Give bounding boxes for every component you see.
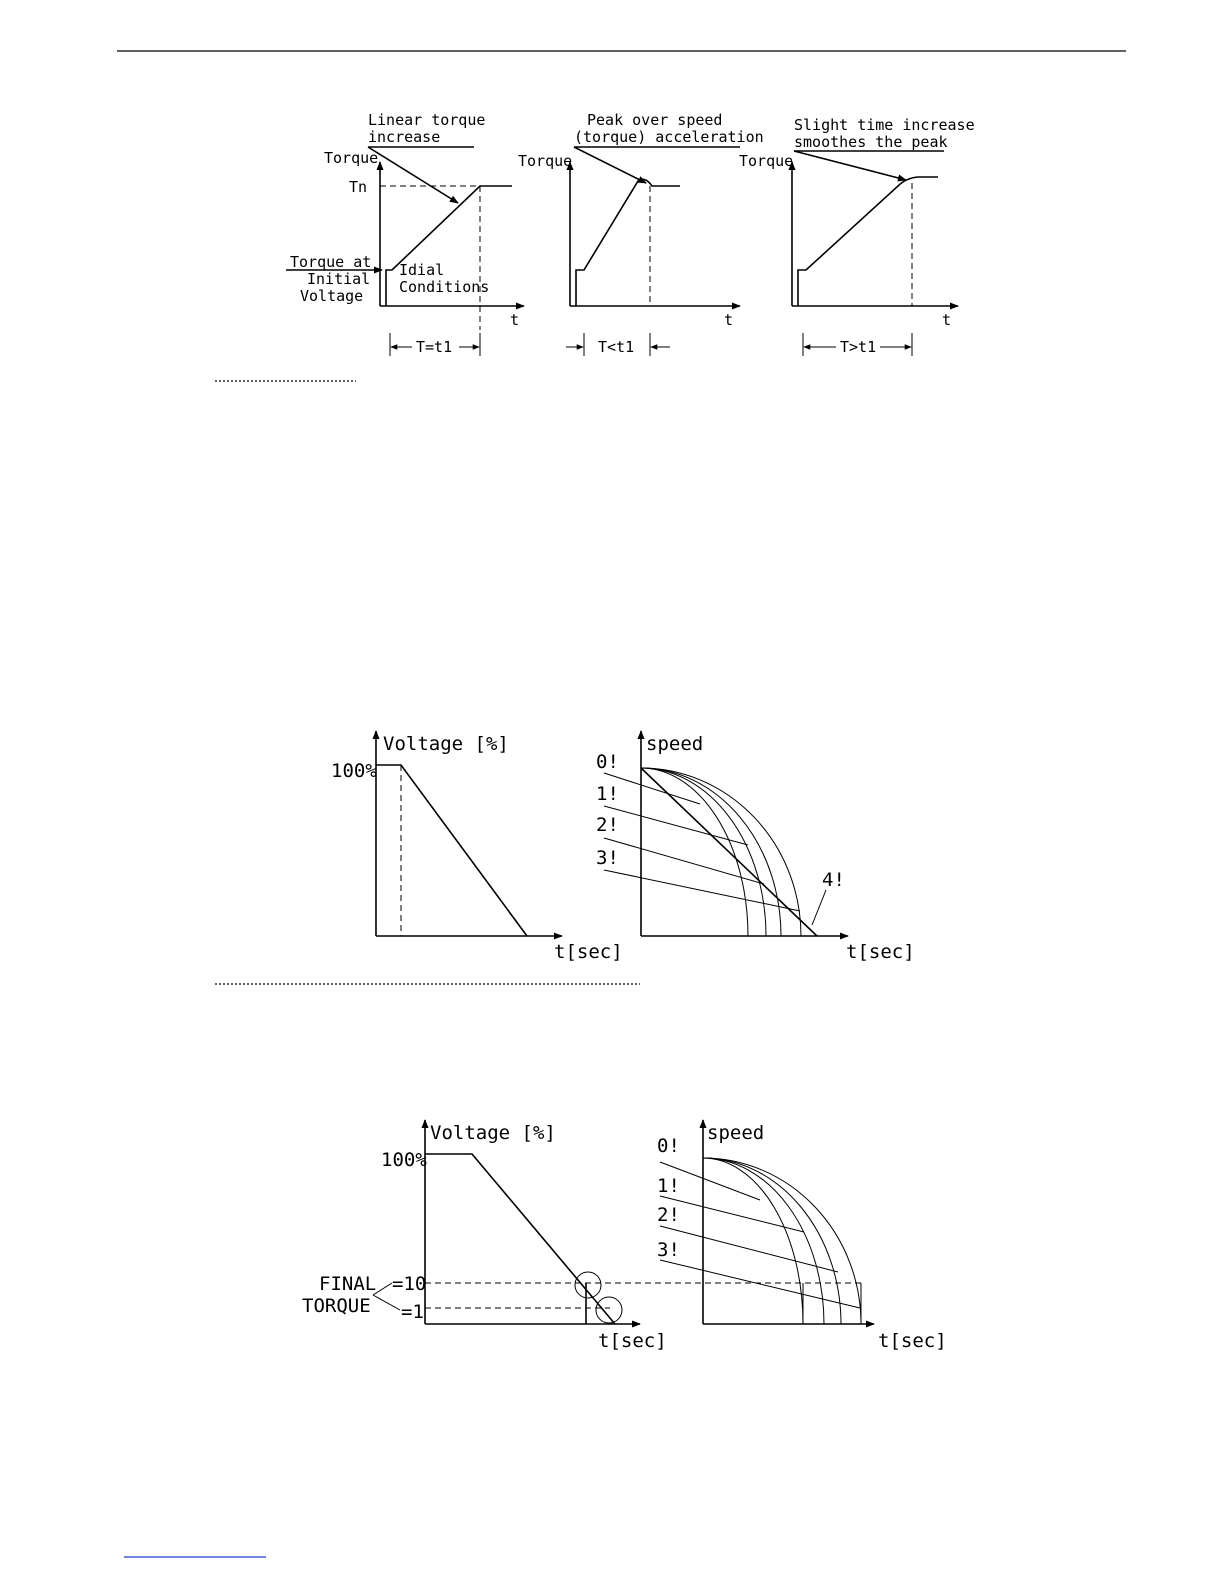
span-label: T=t1 — [416, 338, 453, 356]
torque-diagram-linear — [286, 111, 524, 356]
diagram-title-line-1: Peak over speed — [587, 111, 723, 129]
pointer-arrow — [368, 147, 458, 203]
curve-label-1: 1! — [596, 783, 619, 805]
cutoff-circle-10 — [575, 1272, 601, 1298]
curve-label-0: 0! — [596, 751, 619, 773]
y-axis-label: speed — [646, 733, 704, 755]
curve-label-1: 1! — [657, 1175, 680, 1197]
speed-decel-final-chart — [657, 1120, 947, 1352]
pointer-arrow — [574, 147, 646, 183]
y-axis-label: Voltage [%] — [383, 733, 509, 755]
torque-diagram-peak — [518, 111, 764, 356]
diagram-title-line-1: Linear torque — [368, 111, 486, 129]
brace-lower — [373, 1295, 400, 1310]
diagram-title-line-2: (torque) acceleration — [574, 128, 764, 146]
curve-label-2: 2! — [657, 1204, 680, 1226]
diagram-title-line-1: Slight time increase — [794, 116, 975, 134]
x-axis-label: t[sec] — [878, 1330, 947, 1352]
curve-label-3: 3! — [657, 1239, 680, 1261]
speed-decel-chart — [596, 731, 915, 963]
speed-curve-2 — [641, 768, 781, 936]
y-axis-label: Voltage [%] — [430, 1122, 556, 1144]
final-torque-line-1: FINAL — [319, 1273, 377, 1295]
leader-1 — [604, 806, 748, 845]
initial-label-line-3: Voltage — [300, 287, 364, 305]
y-axis-label: speed — [707, 1122, 765, 1144]
x-axis-label: t — [724, 311, 734, 329]
cutoff-circle-1 — [596, 1297, 622, 1323]
initial-label-line-1: Torque at — [290, 253, 372, 271]
torque-diagram-smooth — [739, 116, 975, 356]
final-torque-line-2: TORQUE — [302, 1295, 371, 1317]
x-axis-label: t — [510, 311, 520, 329]
curve-label-0: 0! — [657, 1135, 680, 1157]
diagram-title-line-2: increase — [368, 128, 441, 146]
pointer-arrow — [794, 151, 906, 180]
y-axis-label: Torque — [739, 152, 794, 170]
voltage-ramp-final-torque-chart — [302, 1120, 862, 1352]
voltage-curve — [376, 765, 527, 936]
tn-label: Tn — [349, 178, 368, 196]
leader-3 — [604, 870, 800, 911]
curve-label-3: 3! — [596, 847, 619, 869]
speed-curve-0 — [641, 768, 748, 936]
idial-label-line-1: Idial — [399, 261, 445, 279]
diagram-title-line-2: smoothes the peak — [794, 133, 948, 151]
x-axis-label: t — [942, 311, 952, 329]
level-label-10: =10 — [392, 1273, 427, 1295]
x-axis-label: t[sec] — [598, 1330, 667, 1352]
speed-curve-2 — [703, 1158, 841, 1324]
leader-2 — [604, 838, 764, 884]
torque-curve — [798, 177, 938, 306]
voltage-ramp-chart — [331, 731, 623, 963]
tick-100-label: 100% — [331, 760, 377, 782]
leader-1 — [660, 1196, 804, 1232]
curve-label-4: 4! — [822, 869, 845, 891]
span-label: T<t1 — [598, 338, 635, 356]
level-label-1: =1 — [401, 1301, 424, 1323]
x-axis-label: t[sec] — [846, 941, 915, 963]
speed-curve-1 — [703, 1158, 824, 1324]
idial-label-line-2: Conditions — [399, 278, 490, 296]
y-axis-label: Torque — [324, 149, 379, 167]
speed-curve-3 — [703, 1158, 861, 1324]
torque-curve — [576, 179, 680, 306]
curve-label-2: 2! — [596, 814, 619, 836]
initial-label-line-2: Initial — [307, 270, 371, 288]
leader-4 — [812, 890, 826, 925]
y-axis-label: Torque — [518, 152, 573, 170]
span-label: T>t1 — [840, 338, 877, 356]
leader-3 — [660, 1260, 860, 1308]
tick-100-label: 100% — [381, 1149, 427, 1171]
x-axis-label: t[sec] — [554, 941, 623, 963]
